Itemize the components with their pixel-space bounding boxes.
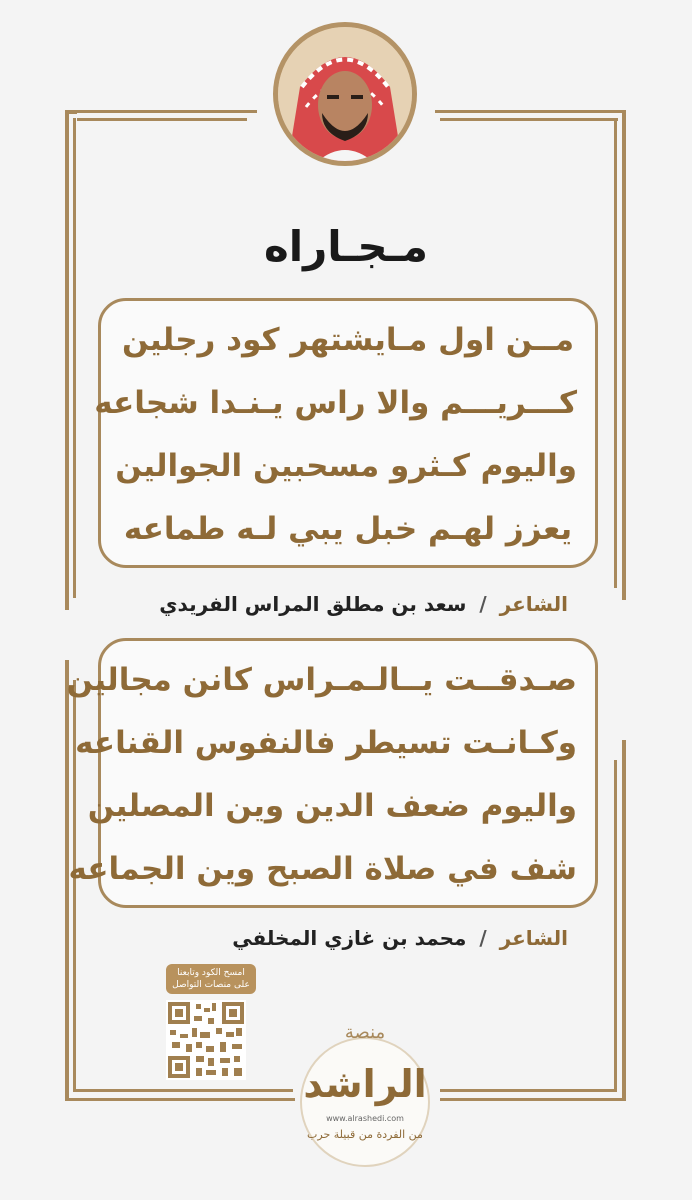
qr-note: امسح الكود وتابعنا على منصات التواصل	[166, 964, 256, 994]
qr-code-icon[interactable]	[166, 1000, 246, 1080]
poet-credit-2	[98, 926, 568, 950]
frame-line	[622, 740, 626, 1100]
frame-line	[622, 110, 626, 600]
poem-box-1	[94, 298, 598, 568]
frame-line	[77, 118, 247, 121]
poem-line: يعزز لهـم خبل يبي لـه طماعه	[123, 511, 573, 547]
platform-logo	[285, 1012, 445, 1172]
frame-line	[77, 110, 257, 113]
separator: /	[479, 592, 487, 616]
poem-line: مــن اول مـايشتهر كود رجلين	[121, 322, 575, 358]
poet-label: الشاعر	[499, 926, 568, 950]
logo-top-text: منصة	[344, 1022, 386, 1043]
poet-credit-1	[98, 592, 568, 616]
frame-line	[435, 110, 625, 113]
poem-line: واليوم ضعف الدين وين المصلين	[87, 788, 577, 824]
poem-box-2	[66, 638, 598, 908]
poem-line: صـدقــت يــالـمـراس كانن مجالين	[66, 662, 577, 698]
poem-line: وكـانـت تسيطر فالنفوس القناعه	[75, 725, 577, 761]
frame-line	[614, 118, 617, 588]
page-title: مـجـاراه	[263, 222, 429, 271]
frame-line	[65, 110, 69, 610]
frame-line	[65, 1098, 295, 1101]
poet-name: سعد بن مطلق المراس الفريدي	[159, 592, 467, 616]
frame-line	[440, 1089, 617, 1092]
poem-line: كـــريـــم والا راس يـنـدا شجاعه	[94, 385, 577, 421]
logo-url: www.alrashedi.com	[326, 1114, 404, 1123]
frame-line	[440, 118, 618, 121]
poet-label: الشاعر	[499, 592, 568, 616]
separator: /	[479, 926, 487, 950]
frame-line	[440, 1098, 626, 1101]
poet-name: محمد بن غازي المخلفي	[232, 926, 467, 950]
logo-tagline: من الفردة من قبيلة حرب	[307, 1128, 423, 1141]
qr-section	[166, 964, 256, 1084]
frame-line	[73, 1089, 293, 1092]
poem-line: واليوم كـثرو مسحبين الجوالين	[115, 448, 577, 484]
avatar-image	[278, 27, 412, 161]
poet-avatar	[273, 22, 417, 166]
frame-line	[73, 118, 76, 598]
logo-main-text: الراشد	[303, 1062, 427, 1106]
poem-line: شف في صلاة الصبح وين الجماعه	[68, 851, 577, 887]
frame-line	[614, 760, 617, 1090]
